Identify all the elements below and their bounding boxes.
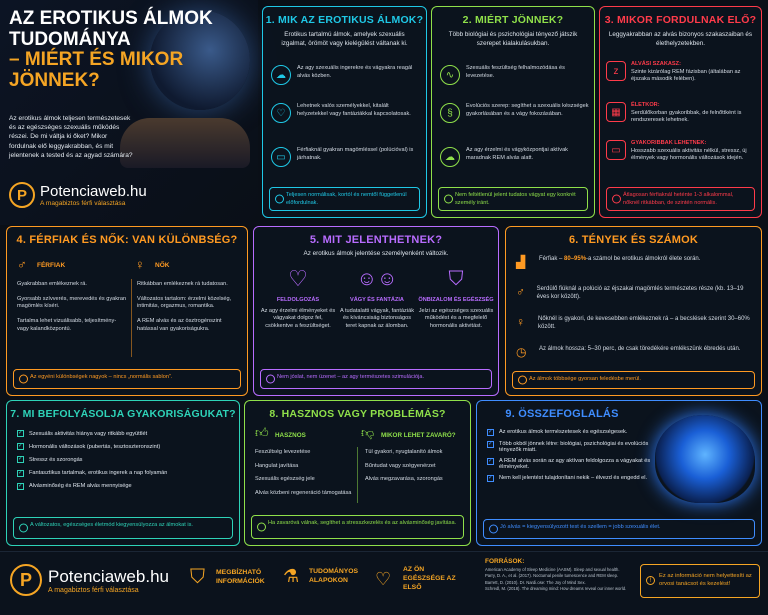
list-item: Túl gyakori, nyugtalanító álmok bbox=[365, 449, 443, 455]
item-heading: GYAKORIBBAK LEHETNEK: bbox=[631, 140, 707, 146]
card-subtitle: Az erotikus álmok jelentése személyenként változik. bbox=[303, 250, 449, 257]
card-note: Ha zavaróvá válnak, segíthet a stresszkezelés és az alvásminőség javítása. bbox=[251, 515, 464, 539]
fact-item: Férfiak – 80–95%-a számol be erotikus álmokról élete során. bbox=[539, 256, 701, 262]
column-divider bbox=[131, 279, 132, 357]
list-item: Férfiaknál gyakran magömléssel (polúcióval) is járhatnak. bbox=[297, 147, 414, 161]
card-note: Nem jóslat, nem üzenet – az agy természetes szimulációja. bbox=[260, 369, 492, 389]
brand-name: Potenciaweb.hu bbox=[40, 183, 147, 200]
col-text: Jelzi az egészséges szexuális működést és a megfelelő hormonális aktivitást. bbox=[418, 307, 494, 330]
card-useful-problem bbox=[244, 400, 471, 546]
card-facts bbox=[505, 226, 762, 396]
brand-logo-top bbox=[9, 182, 147, 208]
badge-health: ♡ AZ ÖN EGÉSZSÉGE AZ ELSŐ bbox=[375, 566, 456, 591]
source-item: American Academy of Sleep Medicine (AASM). Sleep and sexual health. bbox=[485, 567, 620, 572]
item-text: Hosszabb szexuális aktivitás nélkül, stressz, új élmények vagy hormonális változások idején. bbox=[631, 147, 747, 162]
list-item: ✓ Az erotikus álmok természetesek és egészségesek. bbox=[488, 429, 628, 435]
wave-icon: ∿ bbox=[440, 65, 460, 85]
card-note: A változatos, egészséges életmód kiegyensúlyozza az álmokat is. bbox=[13, 517, 233, 539]
heart-icon: ♡ bbox=[288, 266, 308, 291]
fact-item: Nőknél is gyakori, de kevesebben emlékeznek rá – a becslések szerint 30–60% között. bbox=[537, 316, 750, 331]
list-item: ✓ Nem kell jelentést tulajdonítani nekik – élvezd és engedd el. bbox=[488, 475, 648, 481]
male-symbol-icon: ♂ bbox=[17, 257, 27, 272]
title-line-3: – MIÉRT ÉS MIKOR bbox=[9, 49, 184, 71]
list-item: ✓ Stressz és szorongás bbox=[18, 456, 83, 463]
card-note: Teljesen normálisak, kortól és nemtől függetlenül előfordulnak. bbox=[269, 187, 420, 211]
col-text: A tudatalatti vágyak, fantáziák és kíváncsiság biztonságos teret kapnak az álomban. bbox=[339, 307, 414, 330]
thumbs-up-icon: 👍︎ bbox=[255, 425, 269, 440]
bar-chart-icon: ▟ bbox=[516, 255, 526, 269]
bed-icon: ▭ bbox=[606, 140, 626, 160]
card-title: 7. MI BEFOLYÁSOLJA GYAKORISÁGUKAT? bbox=[10, 408, 236, 420]
list-item: ✓ Hormonális változások (pubertás, tesztoszteronszint) bbox=[18, 443, 161, 450]
card-meaning bbox=[253, 226, 499, 396]
disclaimer-text: Ez az információ nem helyettesíti az orvosi tanácsot és kezelést! bbox=[659, 573, 752, 587]
list-item: ✓ Több okból jönnek létre: biológiai, pszichológiai és evolúciós tényezők miatt. bbox=[488, 441, 649, 453]
meaning-col-1 bbox=[260, 265, 336, 331]
footer bbox=[0, 551, 768, 615]
problem-heading: MIKOR LEHET ZAVARÓ? bbox=[381, 432, 456, 439]
card-note: Az álmok többsége gyorsan feledésbe merül. bbox=[512, 371, 755, 389]
card-note: Átlagosan férfiaknál heténte 1-3 alkalommal, nőknél ritkábban, de szintén normális. bbox=[606, 187, 755, 211]
list-item: Változatos tartalom: érzelmi közelség, intimitás, orgazmus, romantika. bbox=[137, 295, 232, 310]
brand-name: Potenciaweb.hu bbox=[48, 566, 169, 586]
brand-tagline: A magabiztos férfi választása bbox=[40, 200, 126, 207]
male-symbol-icon: ♂ bbox=[516, 285, 525, 299]
title-line-1: AZ EROTIKUS ÁLMOK bbox=[9, 8, 213, 29]
clock-icon: ◷ bbox=[516, 345, 527, 359]
list-item: Alvás közbeni regeneráció támogatása bbox=[255, 490, 352, 497]
list-item: Lehetnek valós személyekkel, kitalált helyzetekkel vagy fantáziákkal kapcsolatosak. bbox=[297, 103, 411, 117]
list-item: Ritkábban emlékeznek rá tudatosan. bbox=[137, 281, 228, 287]
list-item: ✓ Szexuális aktivitás hiánya vagy ritkább együttlét bbox=[18, 430, 148, 437]
card-when bbox=[599, 6, 762, 218]
hero-title bbox=[9, 9, 213, 91]
list-item: Gyakrabban emlékeznek rá. bbox=[17, 281, 87, 287]
men-list bbox=[17, 281, 127, 334]
col-heading: VÁGY ÉS FANTÁZIA bbox=[350, 297, 404, 303]
female-symbol-icon: ♀ bbox=[135, 257, 145, 272]
card-title: 3. MIKOR FORDULNAK ELŐ? bbox=[604, 14, 757, 26]
useful-heading: HASZNOS bbox=[275, 432, 306, 439]
list-item: A REM alvás és az ösztrogénszint hatással van gyakoriságukra. bbox=[137, 318, 222, 332]
sleeping-man-illustration bbox=[120, 118, 250, 168]
card-what-are bbox=[262, 6, 427, 218]
source-item: Barrett, D. (2010). Dr. Nardi.ose: The Joy of Mind Sex. bbox=[485, 579, 586, 585]
card-title: 6. TÉNYEK ÉS SZÁMOK bbox=[568, 234, 699, 246]
list-item: Az agy szexuális ingerekre és vágyakra reagál alvás közben. bbox=[297, 65, 413, 79]
hero-intro: Az erotikus álmok teljesen természetesek és az egészséges szexuális működés részei. De mi váltja ki őket? Mikor fordulnak elő leggyakrabban, és mit jelentenek a tested és az agyad számára? bbox=[9, 115, 133, 159]
calendar-icon: ▦ bbox=[606, 102, 626, 122]
list-item: Gyorsabb szívverés, merevedés és gyakran magömlés kíséri. bbox=[17, 295, 127, 310]
source-item: Parry, D. A., et al. (2017). Nocturnal penile tumescence and REM sleep. bbox=[485, 573, 619, 579]
hero-panel bbox=[0, 0, 258, 225]
shield-check-icon: ⛉ bbox=[448, 268, 464, 290]
dna-icon: § bbox=[440, 103, 460, 123]
problem-list bbox=[365, 449, 465, 484]
thumbs-down-icon: 👎︎ bbox=[361, 425, 375, 440]
title-line-4: JÖNNEK? bbox=[9, 69, 100, 91]
microscope-icon: ⚗ bbox=[283, 566, 300, 586]
card-title: 4. FÉRFIAK ÉS NŐK: VAN KÜLÖNBSÉG? bbox=[16, 234, 238, 246]
list-item: Szexuális feszültség felhalmozódása és levezetése. bbox=[466, 65, 565, 79]
meaning-col-3 bbox=[418, 265, 494, 331]
women-list bbox=[137, 281, 241, 334]
factors-list bbox=[17, 430, 235, 496]
fact-item: Serdülő fiúknál a polúció az éjszakai magömlés természetes része (kb. 13–19 éves kor között). bbox=[536, 286, 744, 301]
card-title: 2. MIÉRT JÖNNEK? bbox=[462, 14, 564, 26]
list-item: Tartalma lehet vizuálisabb, teljesítmény- vagy kalandközpontú. bbox=[17, 318, 117, 332]
brand-logo-bottom bbox=[10, 564, 169, 596]
card-summary bbox=[476, 400, 762, 546]
card-title: 5. MIT JELENTHETNEK? bbox=[309, 234, 443, 246]
card-subtitle: Leggyakrabban az alvás bizonyos szakaszaiban és élethelyzetekben. bbox=[608, 31, 753, 47]
brand-tagline: A magabiztos férfi választása bbox=[48, 586, 139, 594]
item-text: Serdülőkorban gyakoribbak, de felnőttként is rendszeresek lehetnek. bbox=[631, 109, 742, 124]
col-heading: FELDOLGOZÁS bbox=[276, 297, 320, 303]
title-line-2: TUDOMÁNYA bbox=[9, 28, 131, 50]
item-heading: ÉLETKOR: bbox=[631, 102, 660, 108]
item-text: Szinte kizárólag REM fázisban (általában az éjszaka második felében). bbox=[631, 68, 741, 83]
fact-item: Az álmok hossza: 5–30 perc, de csak töredékére emlékszünk ébredés után. bbox=[539, 346, 741, 352]
list-item: Hangulat javítása bbox=[255, 462, 299, 469]
list-item: Feszültség levezetése bbox=[255, 449, 311, 455]
couple-icon: ☺☺ bbox=[356, 268, 398, 290]
item-heading: ALVÁSI SZAKASZ: bbox=[631, 61, 681, 67]
badge-scientific: ⚗ TUDOMÁNYOS ALAPOKON bbox=[283, 566, 359, 586]
heart-pulse-icon: ♡ bbox=[375, 568, 392, 589]
card-subtitle: Erotikus tartalmú álmok, amelyek szexuális izgalmat, örömöt vagy kielégülést váltanak ki. bbox=[281, 31, 408, 47]
card-title: 9. ÖSSZEFOGLALÁS bbox=[505, 408, 619, 420]
brain-illustration bbox=[655, 415, 755, 503]
card-men-women bbox=[6, 226, 248, 396]
card-note: Nem feltétlenül jelent tudatos vágyat egy konkrét személy iránt. bbox=[438, 187, 588, 211]
list-item: Evolúciós szerep: segíthet a szexuális készségek gyakorlásában és a vágy fokozásában. bbox=[466, 103, 589, 117]
card-title: 1. MIK AZ EROTIKUS ÁLMOK? bbox=[265, 14, 424, 26]
brain-icon: ☁ bbox=[440, 147, 460, 167]
women-heading: NŐK bbox=[155, 262, 170, 269]
shield-check-icon: ⛉ bbox=[190, 566, 205, 588]
info-icon: ! bbox=[646, 576, 655, 585]
heart-icon: ♡ bbox=[271, 103, 291, 123]
col-heading: ÖNBIZALOM ÉS EGÉSZSÉG bbox=[418, 297, 494, 303]
logo-p-icon: P bbox=[10, 564, 42, 596]
sleep-zzz-icon: z bbox=[606, 61, 626, 81]
badge-reliable: ⛉ MEGBÍZHATÓ INFORMÁCIÓK bbox=[190, 566, 265, 588]
card-subtitle: Több biológiai és pszichológiai tényező játszik szerepet kialakulásukban. bbox=[448, 31, 578, 47]
list-item: Az agy érzelmi és vágyközpontjai aktívak maradnak REM alvás alatt. bbox=[466, 147, 568, 161]
sources bbox=[485, 558, 635, 592]
card-note: Jó alvás = kiegyensúlyozott test és szellem = jobb szexuális élet. bbox=[483, 519, 755, 539]
disclaimer-box bbox=[640, 564, 760, 598]
list-item: ✓ A REM alvás során az agy aktívan feldolgozza a vágyakat és élményeket. bbox=[488, 458, 651, 470]
useful-list bbox=[255, 449, 359, 498]
col-text: Az agy érzelmi élményeket és vágyakat dolgoz fel, csökkentve a feszültséget. bbox=[260, 307, 336, 330]
list-item: ✓ Alvásminőség és REM alvás mennyisége bbox=[18, 482, 132, 490]
card-why bbox=[431, 6, 595, 218]
sources-heading: FORRÁSOK: bbox=[485, 558, 525, 565]
card-note: Az egyéni különbségek nagyok – nincs „normális sablon”. bbox=[13, 369, 241, 389]
source-item: Schredl, M. (2018). The dreaming mind: How dreams reveal our inner world. bbox=[485, 585, 627, 591]
card-title: 8. HASZNOS VAGY PROBLÉMÁS? bbox=[269, 408, 446, 420]
men-heading: FÉRFIAK bbox=[37, 262, 66, 269]
card-factors bbox=[6, 400, 240, 546]
brain-icon: ☁ bbox=[271, 65, 291, 85]
column-divider bbox=[357, 447, 358, 503]
bed-icon: ▭ bbox=[271, 147, 291, 167]
logo-p-icon: P bbox=[9, 182, 35, 208]
list-item: Bűntudat vagy szégyenérzet bbox=[365, 462, 436, 469]
female-symbol-icon: ♀ bbox=[516, 315, 525, 329]
meaning-col-2 bbox=[339, 265, 415, 331]
list-item: ✓ Fantasztikus tartalmak, erotikus ingerek a nap folyamán bbox=[18, 469, 168, 477]
summary-list bbox=[487, 429, 653, 487]
list-item: Szexuális egészség jele bbox=[255, 476, 315, 483]
list-item: Alvás megzavarása, szorongás bbox=[365, 476, 443, 483]
